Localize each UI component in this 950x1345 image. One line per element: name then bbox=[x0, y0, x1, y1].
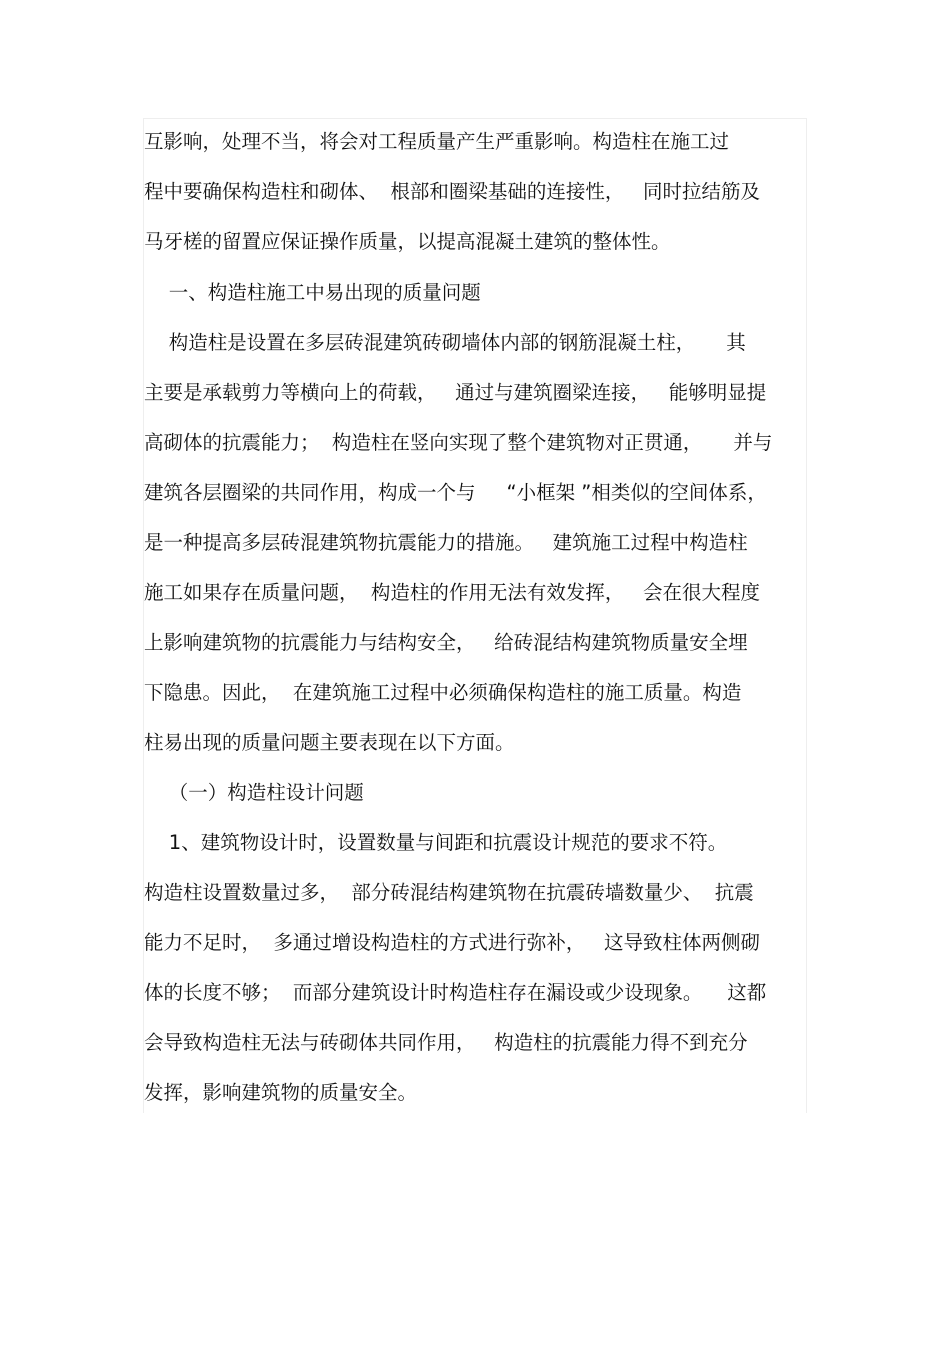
text-line-18: 体的长度不够； 而部分建筑设计时构造柱存在漏设或少设现象。 这都 bbox=[144, 981, 767, 1004]
text-line-8: 建筑各层圈梁的共同作用，构成一个与 “小框架 ”相类似的空间体系， bbox=[144, 481, 767, 504]
section-heading-2: （一）构造柱设计问题 bbox=[144, 781, 364, 804]
text-line-13: 柱易出现的质量问题主要表现在以下方面。 bbox=[144, 731, 515, 754]
text-line-16: 构造柱设置数量过多， 部分砖混结构建筑物在抗震砖墙数量少、 抗震 bbox=[144, 881, 754, 904]
text-line-9: 是一种提高多层砖混建筑物抗震能力的措施。 建筑施工过程中构造柱 bbox=[144, 531, 748, 554]
text-line-1: 互影响，处理不当，将会对工程质量产生严重影响。构造柱在施工过 bbox=[144, 130, 730, 153]
body-text bbox=[143, 118, 807, 1113]
section-heading-1: 一、构造柱施工中易出现的质量问题 bbox=[144, 281, 481, 304]
text-line-17: 能力不足时， 多通过增设构造柱的方式进行弥补， 这导致柱体两侧砌 bbox=[144, 931, 760, 954]
text-line-10: 施工如果存在质量问题， 构造柱的作用无法有效发挥， 会在很大程度 bbox=[144, 581, 760, 604]
text-line-15: 1、建筑物设计时，设置数量与间距和抗震设计规范的要求不符。 bbox=[144, 831, 728, 854]
text-line-3: 马牙槎的留置应保证操作质量，以提高混凝土建筑的整体性。 bbox=[144, 230, 671, 253]
text-line-12: 下隐患。因此， 在建筑施工过程中必须确保构造柱的施工质量。构造 bbox=[144, 681, 742, 704]
text-line-20: 发挥，影响建筑物的质量安全。 bbox=[144, 1081, 418, 1104]
text-line-7: 高砌体的抗震能力； 构造柱在竖向实现了整个建筑物对正贯通， 并与 bbox=[144, 431, 773, 454]
text-line-5: 构造柱是设置在多层砖混建筑砖砌墙体内部的钢筋混凝土柱， 其 bbox=[144, 331, 746, 354]
text-line-11: 上影响建筑物的抗震能力与结构安全， 给砖混结构建筑物质量安全埋 bbox=[144, 631, 748, 654]
text-line-2: 程中要确保构造柱和砌体、 根部和圈梁基础的连接性， 同时拉结筋及 bbox=[144, 180, 760, 203]
text-line-6: 主要是承载剪力等横向上的荷载， 通过与建筑圈梁连接， 能够明显提 bbox=[144, 381, 767, 404]
text-line-19: 会导致构造柱无法与砖砌体共同作用， 构造柱的抗震能力得不到充分 bbox=[144, 1031, 748, 1054]
